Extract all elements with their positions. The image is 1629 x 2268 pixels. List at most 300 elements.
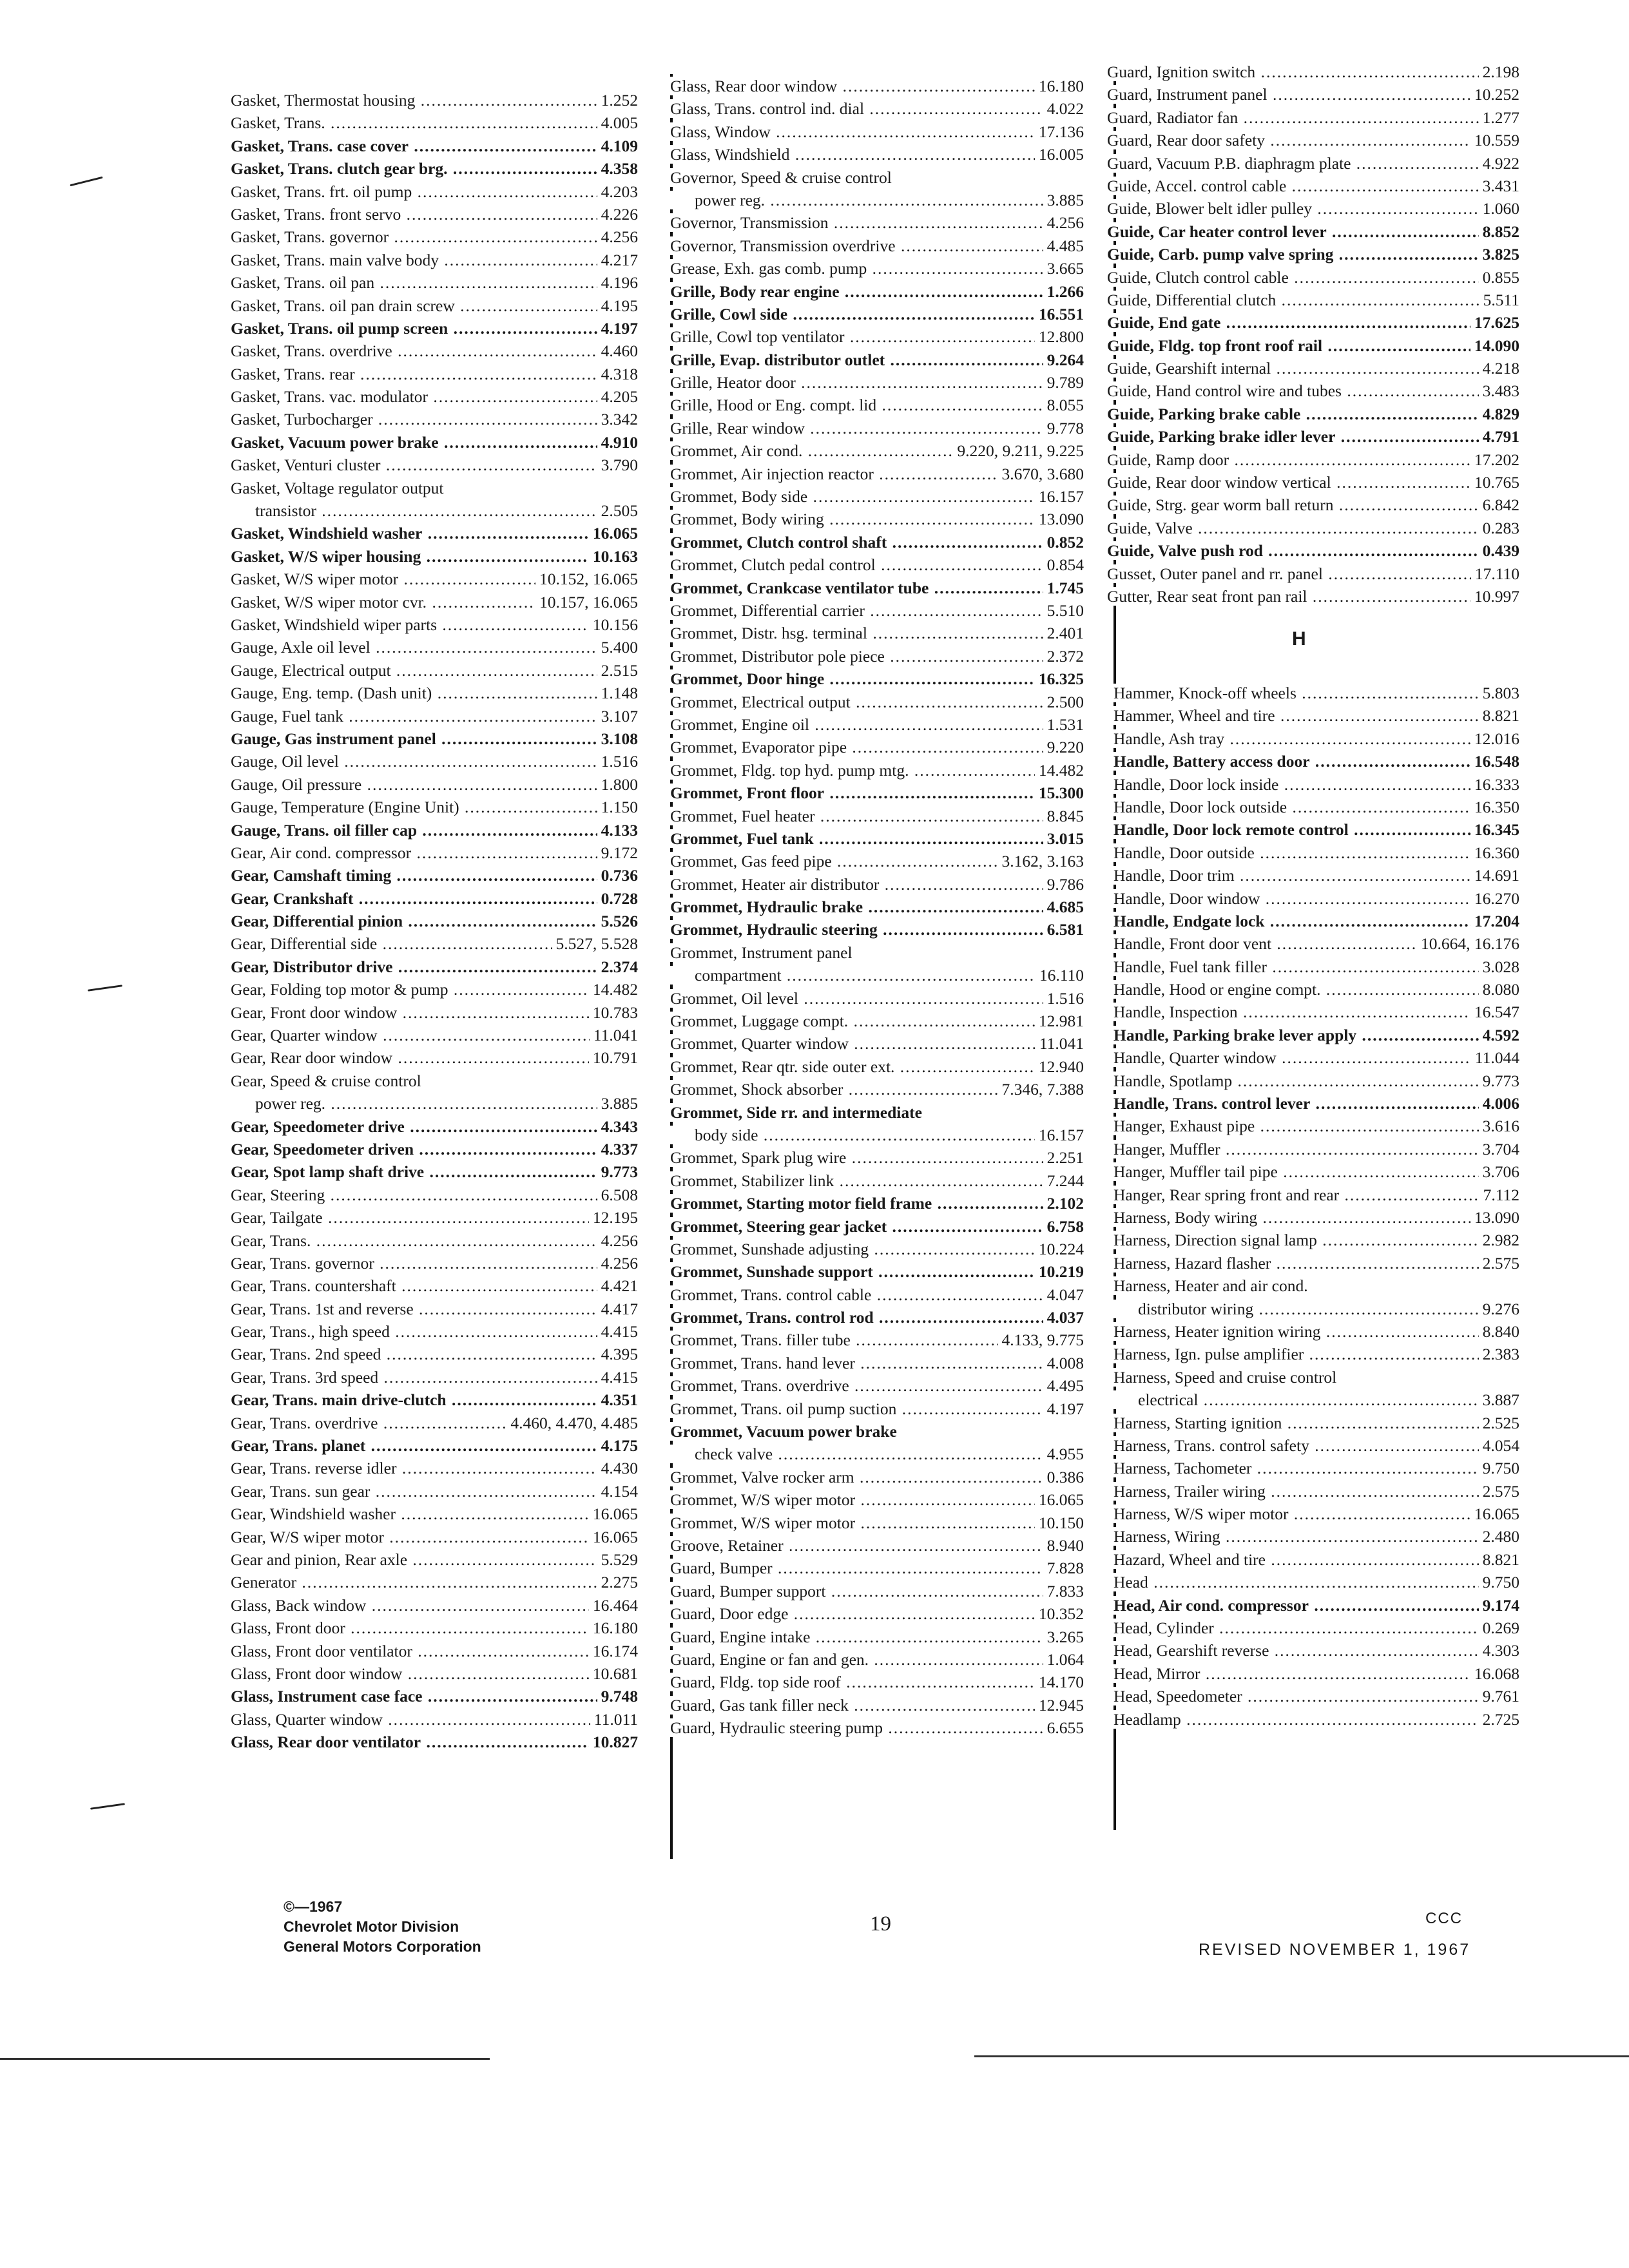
index-entry: [231, 408, 638, 430]
entry-label: Grommet, Vacuum power brake: [670, 1422, 900, 1441]
index-entry: [670, 1580, 1084, 1602]
index-entry: [670, 1602, 1084, 1625]
index-entry: [1107, 585, 1519, 608]
entry-label: Gear, Trans. sun gear .....: [231, 1482, 638, 1501]
entry-reference: 10.559: [1470, 129, 1519, 151]
entry-reference: 4.485: [1043, 235, 1084, 257]
index-entry: [670, 873, 1084, 896]
entry-reference: 5.526: [597, 910, 638, 932]
index-entry: [231, 796, 638, 818]
index-entry: [1107, 243, 1519, 265]
index-entry: [231, 1092, 638, 1115]
entry-label: Glass, Instrument case face .....: [231, 1687, 638, 1706]
index-entry: [231, 1320, 638, 1343]
entry-label: Grommet, Spark plug wire .....: [670, 1148, 1084, 1167]
entry-label: Guard, Instrument panel .....: [1107, 85, 1519, 104]
index-entry: [670, 97, 1084, 120]
entry-label: Glass, Windshield .....: [670, 145, 1084, 164]
entry-label: Handle, Trans. control lever .....: [1113, 1094, 1519, 1113]
entry-reference: 4.460: [597, 340, 638, 362]
entry-reference: 17.136: [1035, 120, 1084, 143]
entry-label: Gasket, Trans. governor .....: [231, 227, 638, 246]
index-entry: [231, 226, 638, 248]
index-entry: [670, 1124, 1084, 1146]
entry-reference: 2.374: [597, 956, 638, 978]
entry-label: Handle, Inspection .....: [1113, 1003, 1519, 1021]
entry-label: Grommet, Heater air distributor .....: [670, 875, 1084, 894]
entry-reference: 16.548: [1470, 750, 1519, 773]
entry-reference: 9.761: [1479, 1685, 1519, 1707]
entry-reference: 4.256: [597, 1252, 638, 1274]
index-entry: [1113, 704, 1519, 727]
entry-reference: 2.500: [1043, 691, 1084, 713]
entry-label: Gear, Trans. governor .....: [231, 1254, 638, 1273]
entry-label: body side .....: [670, 1126, 1084, 1144]
index-entry: [1107, 494, 1519, 516]
index-entry: [231, 1594, 638, 1617]
entry-reference: 1.064: [1043, 1648, 1084, 1671]
index-entry: [670, 349, 1084, 371]
index-entry: [670, 805, 1084, 827]
index-entry: [231, 636, 638, 658]
index-entry: [1113, 1070, 1519, 1092]
entry-reference: 0.855: [1479, 266, 1519, 289]
index-entry: [670, 235, 1084, 257]
index-entry: [1107, 266, 1519, 289]
entry-reference: 4.054: [1479, 1434, 1519, 1457]
entry-reference: 9.778: [1043, 417, 1084, 439]
entry-reference: 4.415: [597, 1366, 638, 1389]
entry-label: Grommet, Instrument panel: [670, 943, 855, 962]
index-entry: [231, 477, 638, 499]
index-entry: [1113, 1115, 1519, 1137]
entry-reference: 11.044: [1471, 1046, 1519, 1069]
index-entry: [231, 1434, 638, 1457]
entry-label: Hanger, Muffler .....: [1113, 1140, 1519, 1158]
index-entry: [231, 545, 638, 568]
index-entry: [231, 294, 638, 317]
index-entry: [231, 1206, 638, 1229]
entry-label: Guard, Radiator fan .....: [1107, 108, 1519, 127]
index-entry: [670, 1215, 1084, 1238]
entry-label: Gear, Quarter window .....: [231, 1026, 638, 1044]
entry-label: Governor, Transmission overdrive .....: [670, 236, 1084, 255]
entry-label: Handle, Front door vent .....: [1113, 934, 1519, 953]
entry-label: Harness, Trailer wiring .....: [1113, 1482, 1519, 1501]
index-entry: [1113, 1639, 1519, 1662]
entry-reference: 7.828: [1043, 1557, 1084, 1579]
entry-reference: 4.910: [597, 431, 638, 454]
index-entry: [1113, 887, 1519, 910]
index-entry: [1113, 682, 1519, 704]
entry-label: Governor, Transmission .....: [670, 213, 1084, 232]
index-entry: [231, 431, 638, 454]
entry-label: Guard, Fldg. top side roof .....: [670, 1673, 1084, 1691]
entry-reference: 16.065: [1035, 1488, 1084, 1511]
entry-reference: 10.224: [1035, 1238, 1084, 1260]
index-entry: [1113, 1434, 1519, 1457]
index-entry: [231, 89, 638, 111]
entry-reference: 17.204: [1470, 910, 1519, 932]
index-entry: [231, 1480, 638, 1503]
index-entry: [1107, 562, 1519, 585]
entry-label: Grease, Exh. gas comb. pump .....: [670, 259, 1084, 278]
entry-reference: 3.790: [597, 454, 638, 476]
index-entry: [670, 1010, 1084, 1032]
entry-label: Gasket, Trans. main valve body .....: [231, 251, 638, 269]
entry-label: Gauge, Temperature (Engine Unit) .....: [231, 798, 638, 816]
entry-reference: 2.198: [1479, 61, 1519, 83]
entry-label: compartment .....: [670, 966, 1084, 985]
entry-label: Gauge, Electrical output .....: [231, 661, 638, 680]
entry-label: Headlamp .....: [1113, 1710, 1519, 1729]
entry-reference: 4.256: [597, 226, 638, 248]
entry-reference: 2.383: [1479, 1343, 1519, 1365]
entry-label: Grommet, Trans. filler tube .....: [670, 1331, 1084, 1349]
index-entry: [670, 553, 1084, 576]
index-entry: [1113, 1160, 1519, 1183]
entry-reference: 12.195: [589, 1206, 638, 1229]
index-entry: [670, 1238, 1084, 1260]
index-entry: [231, 1708, 638, 1731]
entry-reference: 4.417: [597, 1298, 638, 1320]
entry-reference: 16.005: [1035, 143, 1084, 166]
entry-reference: 4.318: [597, 363, 638, 385]
entry-label: Head, Cylinder .....: [1113, 1619, 1519, 1637]
entry-reference: 8.080: [1479, 978, 1519, 1001]
index-entry: [231, 1138, 638, 1160]
entry-label: Hammer, Knock-off wheels .....: [1113, 684, 1519, 702]
entry-label: Handle, Hood or engine compt. .....: [1113, 980, 1519, 999]
index-entry: [231, 841, 638, 864]
index-entry: [670, 599, 1084, 622]
index-entry: [231, 522, 638, 544]
entry-label: Harness, Ign. pulse amplifier .....: [1113, 1345, 1519, 1363]
entry-label: Grommet, Trans. hand lever .....: [670, 1354, 1084, 1372]
entry-reference: 9.172: [597, 841, 638, 864]
index-entry: [231, 705, 638, 727]
entry-label: check valve .....: [670, 1445, 1084, 1463]
entry-label: Guide, Valve push rod .....: [1107, 541, 1519, 560]
index-entry: [231, 363, 638, 385]
entry-reference: 4.955: [1043, 1443, 1084, 1465]
entry-reference: 9.276: [1479, 1298, 1519, 1320]
index-entry: [670, 120, 1084, 143]
entry-reference: 16.360: [1470, 841, 1519, 864]
index-entry: [1113, 1525, 1519, 1548]
entry-label: Guide, Gearshift internal .....: [1107, 359, 1519, 378]
index-entry: [231, 956, 638, 978]
index-column-3-g: [1107, 61, 1519, 608]
entry-reference: 6.758: [1043, 1215, 1084, 1238]
index-entry: [231, 682, 638, 704]
index-entry: [1113, 1184, 1519, 1206]
margin-mark: [70, 177, 102, 186]
index-entry: [670, 417, 1084, 439]
entry-reference: 4.922: [1479, 152, 1519, 175]
entry-reference: 4.022: [1043, 97, 1084, 120]
entry-reference: 4.196: [597, 271, 638, 294]
index-entry: [231, 773, 638, 796]
entry-label: Grommet, Hydraulic brake .....: [670, 898, 1084, 916]
index-entry: [670, 1192, 1084, 1215]
index-entry: [670, 622, 1084, 644]
index-entry: [670, 371, 1084, 394]
index-entry: [231, 1526, 638, 1548]
index-entry: [231, 1184, 638, 1206]
index-entry: [670, 303, 1084, 325]
entry-reference: 3.431: [1479, 175, 1519, 197]
index-entry: [231, 1389, 638, 1411]
entry-reference: 4.395: [597, 1343, 638, 1365]
entry-reference: 16.065: [589, 1526, 638, 1548]
entry-reference: 3.704: [1479, 1138, 1519, 1160]
index-entry: [1113, 1685, 1519, 1707]
entry-reference: 10.152, 16.065: [535, 568, 638, 590]
entry-reference: 4.430: [597, 1457, 638, 1479]
entry-label: Grille, Heator door .....: [670, 373, 1084, 392]
entry-label: Head, Mirror .....: [1113, 1664, 1519, 1683]
entry-label: electrical .....: [1113, 1390, 1519, 1409]
entry-reference: 13.090: [1035, 508, 1084, 530]
index-entry: [670, 577, 1084, 599]
entry-reference: 3.265: [1043, 1626, 1084, 1648]
entry-reference: 9.750: [1479, 1571, 1519, 1593]
entry-reference: 16.464: [589, 1594, 638, 1617]
entry-label: Guard, Bumper .....: [670, 1559, 1084, 1577]
entry-label: Gear, Air cond. compressor .....: [231, 843, 638, 862]
section-letter-h: H: [1292, 628, 1306, 649]
index-entry: [1113, 750, 1519, 773]
revision-date: REVISED NOVEMBER 1, 1967: [1199, 1941, 1471, 1959]
entry-label: Gear, Trans. 3rd speed .....: [231, 1368, 638, 1387]
entry-reference: 10.827: [589, 1731, 638, 1753]
entry-label: Grille, Cowl side .....: [670, 305, 1084, 323]
entry-label: Gasket, Trans. case cover .....: [231, 137, 638, 155]
index-entry: [670, 280, 1084, 303]
entry-reference: 9.220: [1043, 736, 1084, 758]
entry-reference: 5.527, 5.528: [552, 932, 639, 955]
index-entry: [670, 691, 1084, 713]
index-entry: [670, 713, 1084, 736]
footer-corporation: General Motors Corporation: [284, 1938, 481, 1955]
index-entry: [231, 864, 638, 887]
entry-label: Grommet, Starting motor field frame .....: [670, 1194, 1084, 1213]
entry-label: Glass, Front door .....: [231, 1619, 638, 1637]
index-entry: [670, 1101, 1084, 1124]
entry-reference: 4.133: [597, 819, 638, 841]
entry-label: Grommet, Trans. control cable .....: [670, 1285, 1084, 1304]
index-entry: [1113, 956, 1519, 978]
index-entry: [231, 1503, 638, 1525]
entry-reference: 16.270: [1470, 887, 1519, 910]
index-entry: [231, 978, 638, 1001]
entry-reference: 13.090: [1470, 1206, 1519, 1229]
index-entry: [1107, 197, 1519, 220]
entry-reference: 2.505: [597, 499, 638, 522]
index-entry: [231, 1662, 638, 1685]
entry-reference: 9.174: [1479, 1594, 1519, 1617]
entry-label: Handle, Door window .....: [1113, 889, 1519, 908]
entry-label: Gasket, Trans. oil pan drain screw .....: [231, 296, 638, 315]
entry-reference: 2.575: [1479, 1252, 1519, 1274]
entry-label: Grommet, Crankcase ventilator tube .....: [670, 579, 1084, 597]
entry-reference: 1.060: [1479, 197, 1519, 220]
index-entry: [1113, 1366, 1519, 1389]
entry-label: Guard, Engine intake .....: [670, 1628, 1084, 1646]
entry-reference: 2.372: [1043, 645, 1084, 668]
index-column-2: [670, 75, 1084, 1740]
index-entry: [1113, 841, 1519, 864]
entry-label: Grommet, Air injection reactor .....: [670, 465, 1084, 483]
entry-label: Guide, Strg. gear worm ball return .....: [1107, 495, 1519, 514]
entry-label: Grommet, Stabilizer link .....: [670, 1171, 1084, 1190]
entry-label: Gauge, Trans. oil filler cap .....: [231, 821, 638, 840]
entry-label: Grommet, Fldg. top hyd. pump mtg. .....: [670, 761, 1084, 780]
index-entry: [1113, 910, 1519, 932]
entry-label: Gasket, Trans. overdrive .....: [231, 341, 638, 360]
index-entry: [1113, 1343, 1519, 1365]
entry-label: Guard, Door edge .....: [670, 1604, 1084, 1623]
entry-label: Guard, Rear door safety .....: [1107, 131, 1519, 149]
entry-label: Guide, Valve .....: [1107, 519, 1519, 537]
index-entry: [231, 385, 638, 408]
index-entry: [670, 668, 1084, 690]
index-entry: [231, 203, 638, 226]
entry-reference: 10.252: [1470, 83, 1519, 106]
entry-label: Gasket, W/S wiper motor .....: [231, 570, 638, 588]
index-entry: [231, 1366, 638, 1389]
index-entry: [670, 1169, 1084, 1192]
index-entry: [670, 850, 1084, 872]
index-entry: [1107, 380, 1519, 402]
index-entry: [231, 1070, 638, 1092]
entry-label: Grommet, Shock absorber .....: [670, 1080, 1084, 1099]
entry-label: Gear, Windshield washer .....: [231, 1504, 638, 1523]
entry-label: Gear, Folding top motor & pump .....: [231, 980, 638, 999]
entry-reference: 2.982: [1479, 1229, 1519, 1251]
entry-label: Grommet, Body wiring .....: [670, 510, 1084, 528]
entry-label: Gear, Crankshaft .....: [231, 889, 638, 908]
index-entry: [670, 1055, 1084, 1078]
entry-reference: 10.681: [589, 1662, 638, 1685]
index-entry: [231, 659, 638, 682]
index-entry: [670, 1329, 1084, 1351]
footer-division: Chevrolet Motor Division: [284, 1918, 459, 1935]
entry-reference: 4.195: [597, 294, 638, 317]
entry-reference: 3.107: [597, 705, 638, 727]
entry-reference: 14.482: [589, 978, 638, 1001]
entry-reference: 5.803: [1479, 682, 1519, 704]
entry-label: Grommet, Evaporator pipe .....: [670, 738, 1084, 756]
entry-reference: 3.342: [597, 408, 638, 430]
entry-reference: 4.337: [597, 1138, 638, 1160]
index-entry: [1107, 425, 1519, 448]
index-entry: [1113, 1412, 1519, 1434]
entry-label: Gasket, Vacuum power brake .....: [231, 433, 638, 452]
entry-label: Gauge, Eng. temp. (Dash unit) .....: [231, 684, 638, 702]
index-entry: [1107, 129, 1519, 151]
entry-reference: 4.685: [1043, 896, 1084, 918]
index-entry: [1113, 1617, 1519, 1639]
entry-reference: 5.510: [1043, 599, 1084, 622]
entry-label: Guide, Differential clutch .....: [1107, 291, 1519, 309]
index-entry: [670, 211, 1084, 234]
entry-reference: 7.346, 7.388: [998, 1078, 1084, 1100]
entry-reference: 8.845: [1043, 805, 1084, 827]
entry-label: Governor, Speed & cruise control: [670, 168, 894, 187]
index-entry: [231, 750, 638, 773]
index-entry: [231, 454, 638, 476]
index-entry: [231, 1229, 638, 1252]
entry-label: Gauge, Axle oil level .....: [231, 638, 638, 657]
entry-reference: 6.581: [1043, 918, 1084, 941]
entry-label: Grommet, Trans. control rod .....: [670, 1308, 1084, 1327]
entry-reference: 0.728: [597, 887, 638, 910]
entry-reference: 3.825: [1479, 243, 1519, 265]
index-entry: [1107, 517, 1519, 539]
entry-reference: 4.133, 9.775: [998, 1329, 1084, 1351]
index-entry: [1113, 1548, 1519, 1571]
index-entry: [670, 1283, 1084, 1306]
entry-label: Glass, Quarter window .....: [231, 1710, 638, 1729]
index-entry: [670, 1488, 1084, 1511]
index-entry: [1107, 471, 1519, 494]
index-entry: [670, 896, 1084, 918]
index-entry: [231, 1617, 638, 1639]
entry-label: Glass, Rear door ventilator .....: [231, 1733, 638, 1751]
index-entry: [670, 827, 1084, 850]
entry-reference: 4.256: [597, 1229, 638, 1252]
entry-label: Harness, Heater ignition wiring .....: [1113, 1322, 1519, 1341]
entry-reference: 3.885: [1043, 189, 1084, 211]
entry-label: Harness, Body wiring .....: [1113, 1208, 1519, 1227]
index-entry: [1113, 1708, 1519, 1731]
entry-reference: 5.511: [1480, 289, 1519, 311]
entry-reference: 12.940: [1035, 1055, 1084, 1078]
entry-label: Handle, Parking brake lever apply .....: [1113, 1026, 1519, 1044]
entry-label: Gear, Camshaft timing .....: [231, 866, 638, 885]
entry-label: Handle, Fuel tank filler .....: [1113, 957, 1519, 976]
entry-label: Guide, Accel. control cable .....: [1107, 177, 1519, 195]
entry-label: Grommet, W/S wiper motor .....: [670, 1514, 1084, 1532]
document-code: CCC: [1425, 1910, 1463, 1927]
entry-reference: 4.175: [597, 1434, 638, 1457]
entry-reference: 2.525: [1479, 1412, 1519, 1434]
entry-label: Grommet, Hydraulic steering .....: [670, 920, 1084, 939]
entry-reference: 8.852: [1479, 220, 1519, 243]
entry-reference: 3.706: [1479, 1160, 1519, 1183]
index-entry: [231, 1457, 638, 1479]
entry-reference: 0.852: [1043, 531, 1084, 553]
index-entry: [231, 932, 638, 955]
entry-label: Handle, Door lock inside .....: [1113, 775, 1519, 794]
entry-reference: 1.516: [1043, 987, 1084, 1010]
index-entry: [1113, 1206, 1519, 1229]
entry-label: Hammer, Wheel and tire .....: [1113, 706, 1519, 725]
entry-label: Guide, Car heater control lever .....: [1107, 222, 1519, 241]
entry-reference: 4.791: [1479, 425, 1519, 448]
entry-label: Grommet, Fuel heater .....: [670, 807, 1084, 825]
entry-label: Head, Speedometer .....: [1113, 1687, 1519, 1706]
entry-label: Harness, Wiring .....: [1113, 1527, 1519, 1546]
index-entry: [231, 887, 638, 910]
entry-reference: 1.531: [1043, 713, 1084, 736]
entry-reference: 14.482: [1035, 759, 1084, 782]
entry-reference: 4.203: [597, 180, 638, 203]
entry-reference: 10.150: [1035, 1512, 1084, 1534]
index-entry: [1107, 152, 1519, 175]
